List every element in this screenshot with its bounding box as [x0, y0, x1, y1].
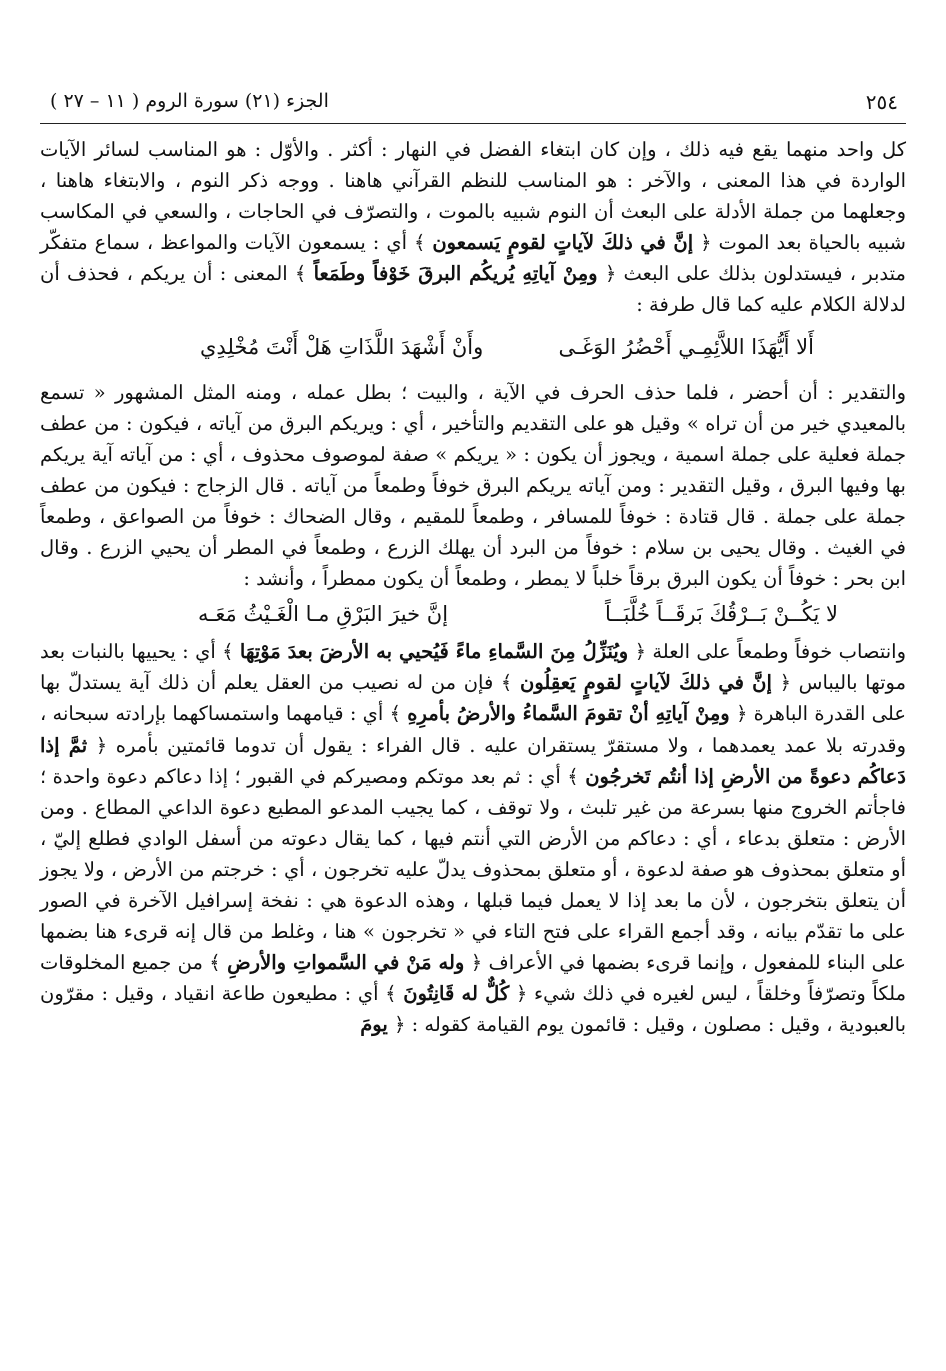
quran-quote: ويُنَزِّلُ مِنَ السَّماءِ ماءً فَيُحيي به الأرضَ بعدَ مَوْتِهَا [239, 640, 629, 664]
paragraph-2: والتقدير : أن أحضر ، فلما حذف الحرف في الآية ، والبيت ؛ بطل عمله ، ومنه المثل المشهور « تسمع بالمعيدي خير من أن تراه » وقيل هو على التقديم والتأخير ، أي : ويريكم البرق من آياته ، فيكون : من عطف جملة فعلية على جملة اسمية ، ويجوز أن يكون : « يريكم » صفة لموصوف محذوف ، أي : من آياته آية يريكم بها وفيها البرق ، وقيل التقدير : ومن آياته يريكم البرق خوفاً وطمعاً من آياته . قال الزجاج : فيكون من عطف جملة على جملة . قال قتادة : خوفاً للمسافر ، وطمعاً للمقيم ، وقال الضحاك : خوفاً من الصواعق ، وطمعاً في الغيث . وقال يحيى بن سلام : خوفاً من البرد أن يهلك الزرع ، وطمعاً في المطر أن يحيي الزرع . وقال ابن بحر : خوفاً أن يكون البرق برقاً خلباً لا يمطر ، وطمعاً أن يكون ممطراً ، وأنشد : [40, 380, 906, 591]
verse-second-hemistich: وأَنْ أَشْهَدَ اللَّذَاتِ هَلْ أَنْتَ مُخْلِدِي [200, 334, 484, 359]
paragraph-3: وانتصاب خوفاً وطمعاً على العلة ﴿ ويُنَزِّلُ مِنَ السَّماءِ ماءً فَيُحيي به الأرضَ بعدَ مَوْتِهَا ﴾ أي : يحييها بالنبات بعد موتها باليباس ﴿ إنَّ في ذلكَ لآياتٍ لقومٍ يَعقِلُون ﴾ فإن من له نصيب من العقل يعلم أن ذلك آية يستدلّ بها على القدرة الباهرة ﴿ ومِنْ آياتِهِ أنْ تقومَ السَّماءُ والأرضُ بأمرِهِ ﴾ أي : قيامهما واستمساكهما بإرادته سبحانه ، وقدرته بلا عمد يعمدهما ، ولا مستقرّ يستقران عليه . قال الفراء : يقول أن تدوما قائمتين بأمره ﴿ ثمَّ إذا دَعاكُم دعوةً من الأرضِ إذا أنتُم تَخرجُون ﴾ أي : ثم بعد موتكم ومصيركم في القبور ؛ إذا دعاكم دعوة واحدة ؛ فاجأتم الخروج منها بسرعة من غير تلبث ، ولا توقف ، كما يجيب المدعو المطيع دعوة الداعي المطاع . ومن الأرض : متعلق بدعاء ، أي : دعاكم من الأرض التي أنتم فيها ، كما يقال دعوته من أسفل الوادي فطلع إليّ ، أو متعلق بمحذوف هو صفة لدعوة ، أو متعلق بمحذوف يدلّ عليه تخرجون ، أي : خرجتم من الأرض ، ولا يجوز أن يتعلق بتخرجون ، لأن ما بعد إذا لا يعمل فيما قبلها ، وهذه الدعوة هي : نفخة إسرافيل الآخرة في الصور على ما تقدّم بيانه ، وقد أجمع القراء على فتح التاء في « تخرجون » هنا ، وغلط من قال إنه قرىء هنا بضمها على البناء للمفعول ، وإنما قرىء بضمها في الأعراف ﴿ وله مَنْ في السَّمواتِ والأرضِ ﴾ من جميع المخلوقات ملكاً وتصرّفاً وخلقاً ، ليس لغيره في ذلك شيء ﴿ كُلٌّ له قَانِتُونَ ﴾ أي : مطيعون طاعة انقياد ، وقيل : مقرّون بالعبودية ، وقيل : مصلون ، وقيل : قائمون يوم القيامة كقوله : ﴿ يومَ [40, 640, 907, 1037]
verse-first-hemistich: لا يَكُــنْ بَــرْقُكَ بَرقَــاً خُلَّبَــاً [604, 602, 838, 627]
quran-quote: وله مَنْ في السَّمواتِ والأرضِ [227, 951, 465, 975]
quran-quote: كُلٌّ له قَانِتُونَ [403, 982, 510, 1006]
paragraph-1: كل واحد منهما يقع فيه ذلك ، وإن كان ابتغاء الفضل في النهار : أكثر . والأوّل : هو المناسب لسائر الآيات الواردة في هذا المعنى ، والآخر : هو المناسب للنظم القرآني هاهنا . ووجه ذكر النوم ، والابتغاء هاهنا ، وجعلهما من جملة الأدلة على البعث أن النوم شبيه بالموت ، والتصرّف في الحاجات ، والسعي في المكاسب شبيه بالحياة بعد الموت ﴿ إنَّ في ذلكَ لآياتٍ لقومٍ يَسمعون ﴾ أي : يسمعون الآيات والمواعظ ، سماع متفكّر متدبر ، فيستدلون بذلك على البعث ﴿ ومِنْ آياتِهِ يُريكُم البرقَ خَوْفاً وطَمَعاً ﴾ المعنى : أن يريكم ، فحذف أن لدلالة الكلام عليه كما قال طرفة : [40, 138, 907, 317]
quran-quote: إنَّ في ذلكَ لآياتٍ لقومٍ يَعقِلُون [520, 671, 772, 695]
poetry-verse-tarafa [40, 327, 906, 367]
poetry-verse-ibn-bahr [40, 594, 906, 634]
quran-quote: ومِنْ آياتِهِ يُريكُم البرقَ خَوْفاً وطَمَعاً [313, 262, 598, 286]
quran-quote: ثمَّ إذا دَعاكُم دعوةً من الأرضِ إذا أنتُم تَخرجُون [40, 733, 906, 788]
running-head: الجزء (٢١) سورة الروم ( ١١ – ٢٧ ) [50, 90, 329, 112]
quran-quote: ومِنْ آياتِهِ أنْ تقومَ السَّماءُ والأرضُ بأمرِهِ [407, 702, 730, 726]
verse-first-hemistich: أَلا أَيُّهَذَا اللاَّئِمِـي أَحْضُرُ الوَغَـى [558, 334, 814, 359]
quran-quote: يومَ [360, 1013, 388, 1037]
page-header [40, 88, 906, 118]
page-number: ٢٥٤ [865, 90, 898, 114]
body-text [40, 134, 906, 1040]
header-divider [40, 123, 906, 124]
quran-quote: إنَّ في ذلكَ لآياتٍ لقومٍ يَسمعون [432, 231, 694, 255]
verse-second-hemistich: إنَّ خيرَ البَرْقِ مـا الْغَـيْثُ مَعَـه [198, 602, 449, 627]
